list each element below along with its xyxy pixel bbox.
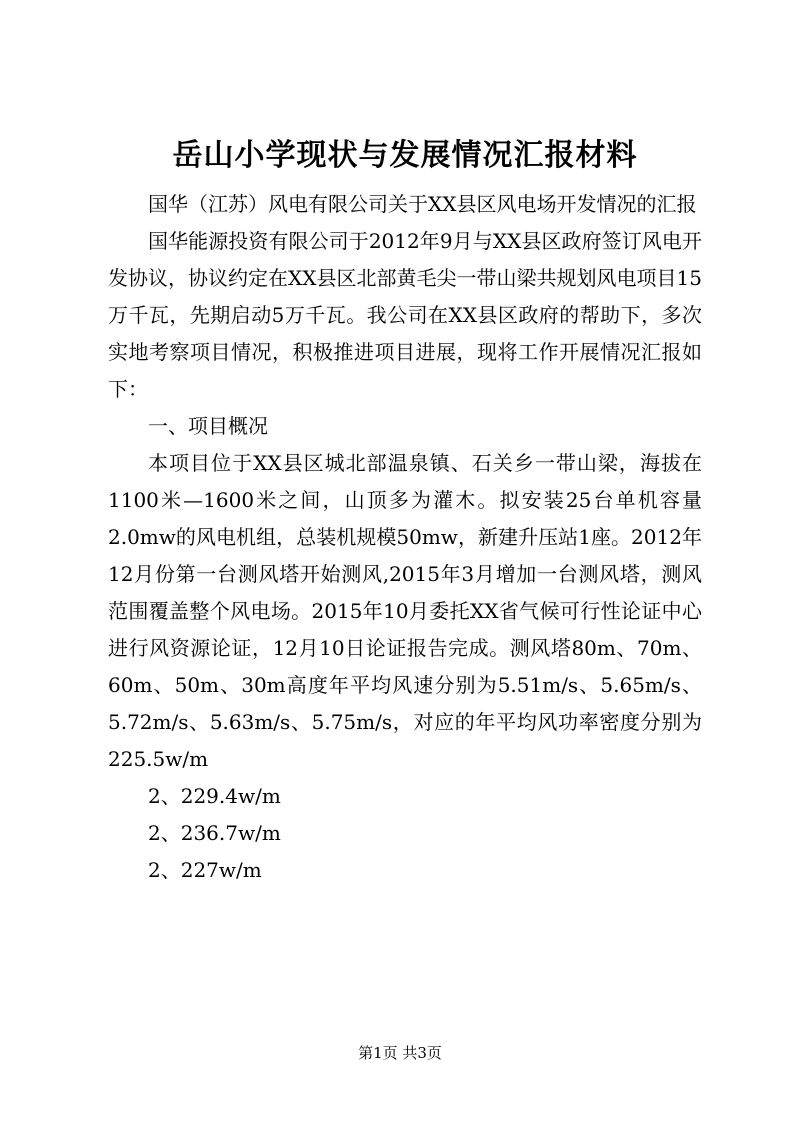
section-heading-project-overview: 一、项目概况: [148, 414, 268, 438]
page-number-footer: 第1页 共3页: [358, 1044, 442, 1062]
paragraph-agreement: 国华能源投资有限公司于2012年9月与XX县区政府签订风电开发协议，协议约定在XX县区北部黄毛尖一带山梁共规划风电项目15万千瓦，先期启动5万千瓦。我公司在XX县区政府的帮助下，多次实地考察项目情况，积极推进项目进展，现将工作开展情况汇报如下：: [108, 229, 702, 401]
document-title: 岳山小学现状与发展情况汇报材料: [172, 138, 638, 173]
paragraph-density-2: 2、229.4w/m: [148, 784, 281, 808]
paragraph-report-heading: 国华（江苏）风电有限公司关于XX县区风电场开发情况的汇报: [148, 192, 697, 216]
paragraph-density-3: 2、236.7w/m: [148, 821, 281, 845]
paragraph-project-details: 本项目位于XX县区城北部温泉镇、石关乡一带山梁，海拔在1100米—1600米之间，山顶多为灌木。拟安装25台单机容量2.0mw的风电机组，总装机规模50mw，新建升压站1座。2012年12月份第一台测风塔开始测风,2015年3月增加一台测风塔，测风范围覆盖整个风电场。2015年10月委托XX省气候可行性论证中心进行风资源论证，12月10日论证报告完成。测风塔80m、70m、60m、50m、30m高度年平均风速分别为5.51m/s、5.65m/s、5.72m/s、5.63m/s、5.75m/s，对应的年平均风功率密度分别为225.5w/m: [108, 451, 702, 771]
paragraph-density-4: 2、227w/m: [148, 858, 262, 882]
document-body: [108, 186, 702, 889]
